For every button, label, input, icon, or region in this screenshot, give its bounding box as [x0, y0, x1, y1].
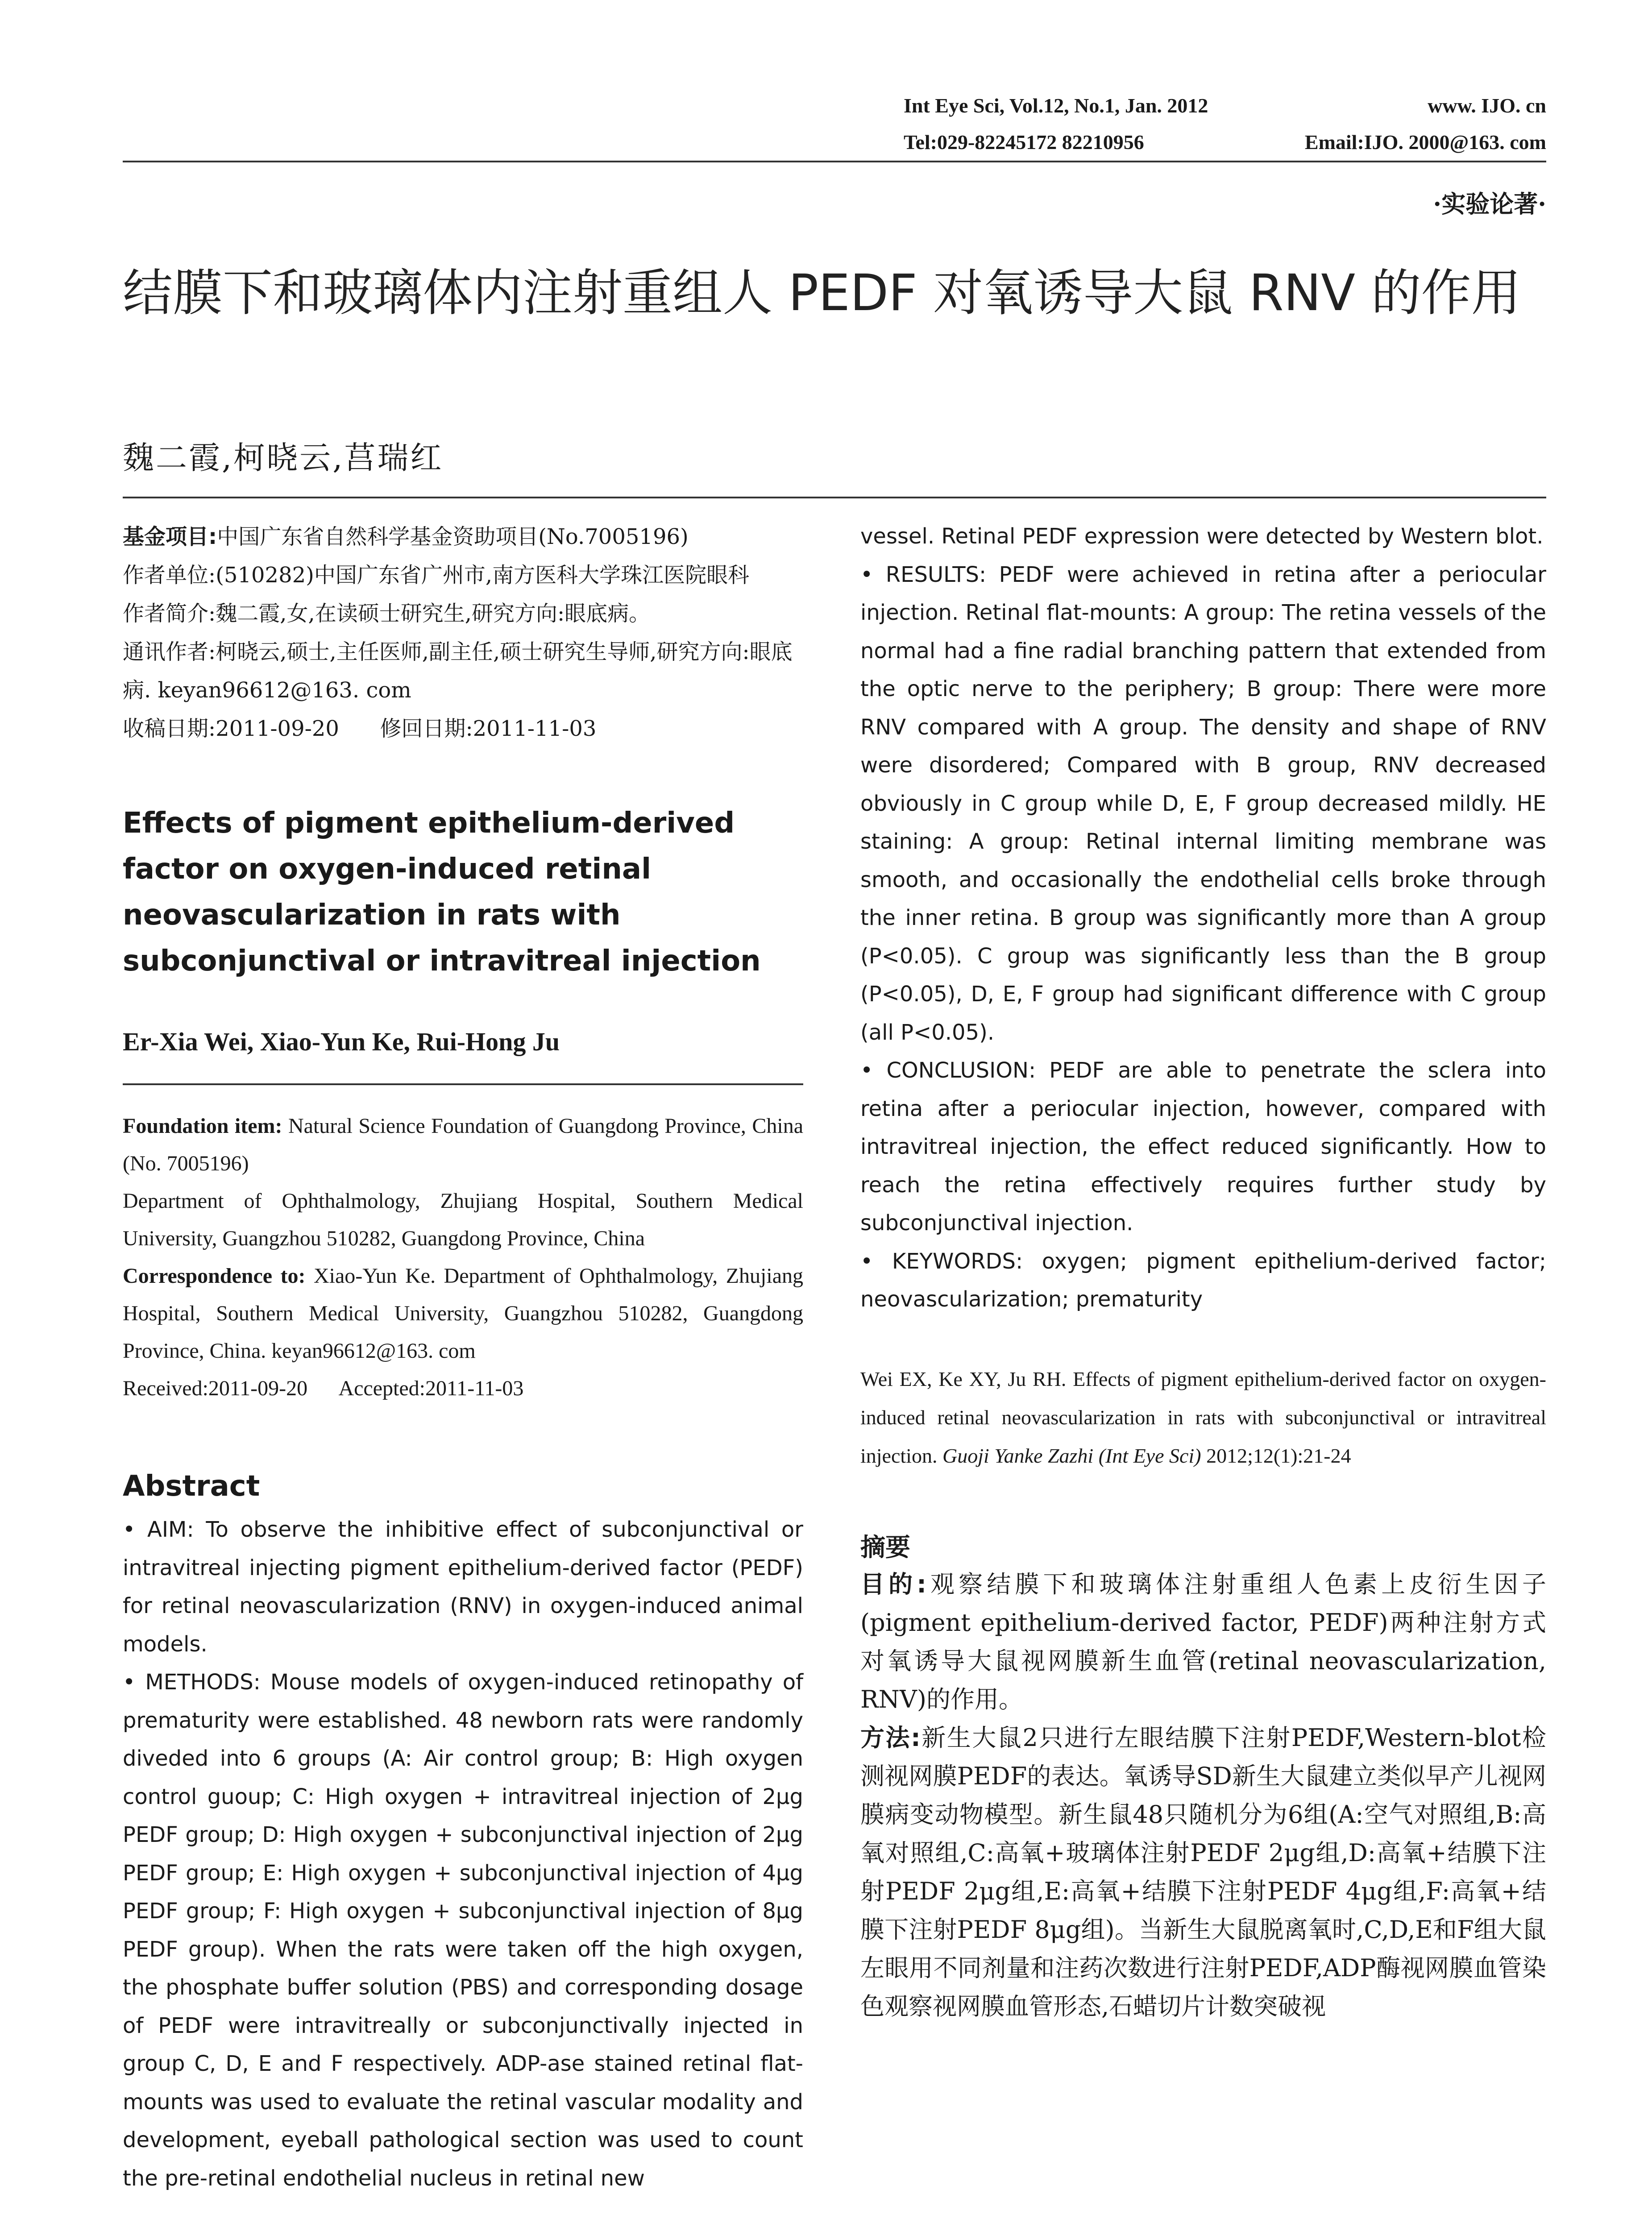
- foundation-label: 基金项目:: [123, 524, 217, 549]
- foundation-text: 中国广东省自然科学基金资助项目(No.7005196): [217, 524, 689, 549]
- zh-aim: [860, 1565, 1546, 1719]
- department-en: Department of Ophthalmology, Zhujiang Hospital, Southern Medical University, Guangzhou 510282, Guangdong Province, China: [123, 1189, 803, 1250]
- foundation-en-text: Natural Science Foundation of Guangdong Province, China (No. 7005196): [123, 1114, 804, 1175]
- right-column: [860, 518, 1546, 2026]
- zh-aim-text: 观察结膜下和玻璃体注射重组人色素上皮衍生因子(pigment epithelium-derived factor, PEDF)两种注射方式对氧诱导大鼠视网膜新生血管(retinal neovascularization, RNV)的作用。: [860, 1570, 1546, 1713]
- zh-method: [860, 1719, 1546, 2026]
- article-title-en: Effects of pigment epithelium-derived factor on oxygen-induced retinal neovascularization in rats with subconjunctival or intravitreal injection: [123, 807, 761, 978]
- corr-en-label: Correspondence to:: [123, 1264, 306, 1288]
- zh-method-text: 新生大鼠2只进行左眼结膜下注射PEDF,Western-blot检测视网膜PEDF的表达。氧诱导SD新生大鼠建立类似早产儿视网膜病变动物模型。新生鼠48只随机分为6组(A:空气对照组,B:高氧对照组,C:高氧+玻璃体注射PEDF 2μg组,D:高氧+结膜下注射PEDF 2μg组,E:高氧+结膜下注射PEDF 4μg组,F:高氧+结膜下注射PEDF 8μg组)。当新生大鼠脱离氧时,C,D,E和F组大鼠左眼用不同剂量和注药次数进行注射PEDF,ADP酶视网膜血管染色观察视网膜血管形态,石蜡切片计数突破视: [860, 1723, 1546, 2020]
- bio-text: 魏二霞,女,在读硕士研究生,研究方向:眼底病。: [216, 601, 651, 626]
- citation-journal: Guoji Yanke Zazhi (Int Eye Sci): [942, 1444, 1201, 1467]
- journal-website[interactable]: www. IJO. cn: [1428, 94, 1546, 117]
- en-title-divider: [123, 1083, 803, 1085]
- affiliation-cn: [123, 556, 803, 594]
- abstract-conclusion: • CONCLUSION: PEDF are able to penetrate the sclera into retina after a periocular injection, however, compared with intravitreal injection, the effect reduced significantly. How to reach the retina effectively requires further study by subconjunctival injection.: [860, 1058, 1546, 1236]
- correspondence-en: [123, 1257, 803, 1370]
- citation: [860, 1360, 1546, 1475]
- dates-en: Received:2011-09-20 Accepted:2011-11-03: [123, 1377, 524, 1400]
- header-divider: [123, 161, 1546, 162]
- citation-tail: 2012;12(1):21-24: [1201, 1444, 1351, 1467]
- corr-label: 通讯作者:: [123, 639, 216, 664]
- citation-text: Wei EX, Ke XY, Ju RH. Effects of pigment epithelium-derived factor on oxygen-induced retinal neovascularization in rats with subconjunctival or intravitreal injection.: [860, 1367, 1546, 1467]
- corr-text: 柯晓云,硕士,主任医师,副主任,硕士研究生导师,研究方向:眼底病. keyan96612@163. com: [123, 639, 793, 703]
- article-title-cn: 结膜下和玻璃体内注射重组人 PEDF 对氧诱导大鼠 RNV 的作用: [123, 264, 1521, 322]
- affiliation-text: (510282)中国广东省广州市,南方医科大学珠江医院眼科: [216, 563, 750, 588]
- left-column: [123, 518, 803, 2198]
- abstract-aim: • AIM: To observe the inhibitive effect of subconjunctival or intravitreal injecting pigment epithelium-derived factor (PEDF) for retinal neovascularization (RNV) in oxygen-induced animal models.: [123, 1517, 803, 1657]
- bio-label: 作者简介:: [123, 601, 216, 626]
- author-bio-cn: [123, 594, 803, 633]
- corr-en-text: Xiao-Yun Ke. Department of Ophthalmology, Zhujiang Hospital, Southern Medical University, Guangzhou 510282, Guangdong Province, China. keyan96612@163. com: [123, 1264, 803, 1363]
- authors-en: Er-Xia Wei, Xiao-Yun Ke, Rui-Hong Ju: [123, 1027, 560, 1056]
- correspondence-cn: [123, 633, 803, 709]
- zh-aim-label: 目的:: [860, 1570, 926, 1598]
- zh-abstract-heading: 摘要: [860, 1533, 910, 1562]
- metadata-en: [123, 1107, 803, 1407]
- affiliation-label: 作者单位:: [123, 563, 216, 588]
- foundation-cn: [123, 518, 803, 556]
- abstract-methods-cont: vessel. Retinal PEDF expression were detected by Western blot.: [860, 524, 1544, 549]
- authors-cn: 魏二霞,柯晓云,莒瑞红: [123, 440, 444, 476]
- foundation-en: [123, 1107, 803, 1182]
- zh-method-label: 方法:: [860, 1723, 921, 1752]
- journal-tel: Tel:029-82245172 82210956: [904, 131, 1144, 153]
- abstract-keywords: • KEYWORDS: oxygen; pigment epithelium-derived factor; neovascularization; prematurity: [860, 1248, 1546, 1312]
- title-divider: [123, 497, 1546, 498]
- journal-email[interactable]: Email:IJO. 2000@163. com: [1304, 131, 1546, 153]
- section-tag: ·实验论著·: [1433, 190, 1546, 218]
- dates-cn: 收稿日期:2011-09-20 修回日期:2011-11-03: [123, 716, 597, 741]
- abstract-heading: Abstract: [123, 1470, 260, 1503]
- foundation-en-label: Foundation item:: [123, 1114, 282, 1138]
- abstract-continued: [860, 518, 1546, 1319]
- abstract-methods: • METHODS: Mouse models of oxygen-induced retinopathy of prematurity were established. 48 newborn rats were randomly diveded into 6 groups (A: Air control group; B: High oxygen control guoup; C: High oxygen + intravitreal injection of 2μg PEDF group; D: High oxygen + subconjunctival injection of 2μg PEDF group; E: High oxygen + subconjunctival injection of 4μg PEDF group; F: High oxygen + subconjunctival injection of 8μg PEDF group). When the rats were taken off the high oxygen, the phosphate buffer solution (PBS) and corresponding dosage of PEDF were intravitreally or subconjunctivally injected in group C, D, E and F respectively. ADP-ase stained retinal flat-mounts was used to evaluate the retinal vascular modality and development, eyeball pathological section was used to count the pre-retinal endothelial nucleus in retinal new: [123, 1670, 803, 2191]
- abstract-results: • RESULTS: PEDF were achieved in retina after a periocular injection. Retinal flat-mounts: A group: The retina vessels of the normal had a fine radial branching pattern that extended from the optic nerve to the periphery; B group: There were more RNV compared with A group. The density and shape of RNV were disordered; Compared with B group, RNV decreased obviously in C group while D, E, F group decreased mildly. HE staining: A group: Retinal internal limiting membrane was smooth, and occasionally the endothelial cells broke through the inner retina. B group was significantly more than A group (P<0.05). C group was significantly less than the B group (P<0.05), D, E, F group had significant difference with C group (all P<0.05).: [860, 562, 1546, 1045]
- journal-citation: Int Eye Sci, Vol.12, No.1, Jan. 2012: [904, 94, 1208, 117]
